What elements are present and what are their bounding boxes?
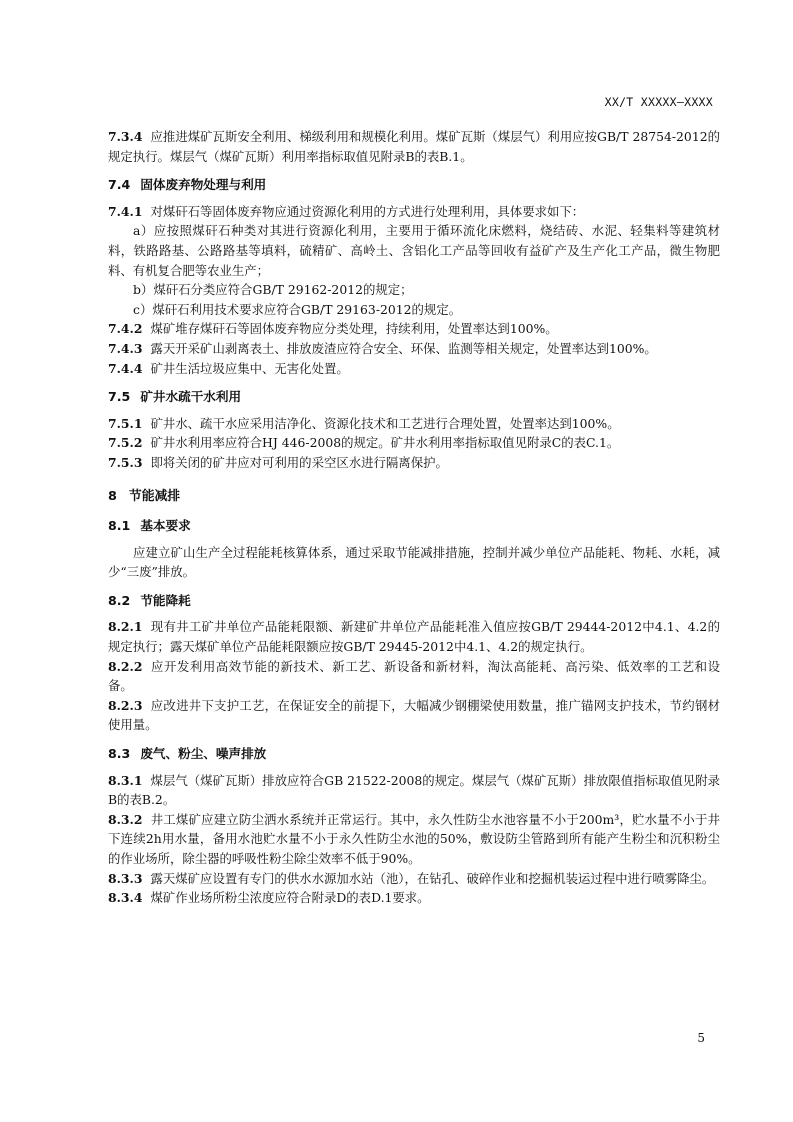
document-body xyxy=(108,127,720,908)
heading-text: 固体废弃物处理与利用 xyxy=(140,177,267,193)
subsection-heading xyxy=(108,744,720,764)
clause-text: a）应按照煤矸石种类对其进行资源化利用，主要用于循环流化床燃料，烧结砖、水泥、轻集料等建筑材料，铁路路基、公路路基等填料，硫精矿、高岭土、含铝化工产品等回收有益矿产及生产化工产品，微生物肥料、有机复合肥等农业生产； xyxy=(108,223,720,278)
clause xyxy=(108,657,720,696)
clause xyxy=(108,319,720,339)
paragraph xyxy=(108,543,720,582)
clause xyxy=(108,359,720,379)
clause-text: 露天煤矿应设置有专门的供水水源加水站（池），在钻孔、破碎作业和挖掘机装运过程中进行喷雾降尘。 xyxy=(150,870,715,886)
section-heading xyxy=(108,487,720,507)
subsection-heading xyxy=(108,387,720,407)
clause-number: 7.5.3 xyxy=(108,454,143,470)
clause xyxy=(108,453,720,473)
clause-number: 7.3.4 xyxy=(108,129,143,144)
heading-number: 8.3 xyxy=(108,746,131,762)
clause-text: 煤矿堆存煤矸石等固体废弃物应分类处理，持续利用，处置率达到100%。 xyxy=(150,321,558,337)
clause-text: b）煤矸石分类应符合GB/T 29162-2012的规定； xyxy=(133,282,413,298)
subsection-heading xyxy=(108,175,720,195)
list-item xyxy=(108,300,720,320)
list-item xyxy=(108,221,720,280)
clause-number: 8.2.3 xyxy=(108,697,143,713)
clause-text: 应推进煤矿瓦斯安全利用、梯级利用和规模化利用。煤矿瓦斯（煤层气）利用应按GB/T 28754-2012的规定执行。煤层气（煤矿瓦斯）利用率指标取值见附录B的表B.1。 xyxy=(108,129,720,164)
clause-number: 7.4.1 xyxy=(108,203,143,219)
list-item xyxy=(108,280,720,300)
clause xyxy=(108,888,720,908)
heading-number: 8.1 xyxy=(108,518,131,534)
clause xyxy=(108,617,720,656)
clause xyxy=(108,869,720,889)
clause-text: 对煤矸石等固体废弃物应通过资源化利用的方式进行处理利用，具体要求如下： xyxy=(150,203,585,219)
heading-number: 7.5 xyxy=(108,389,131,405)
clause xyxy=(108,414,720,434)
clause-text: c）煤矸石利用技术要求应符合GB/T 29163-2012的规定。 xyxy=(133,301,462,317)
clause-number: 7.5.2 xyxy=(108,435,143,451)
clause-text: 煤层气（煤矿瓦斯）排放应符合GB 21522-2008的规定。煤层气（煤矿瓦斯）排放限值指标取值见附录B的表B.2。 xyxy=(108,772,720,808)
clause-text: 应改进井下支护工艺，在保证安全的前提下，大幅减少钢棚梁使用数量，推广锚网支护技术，节约钢材使用量。 xyxy=(108,697,720,733)
clause-number: 8.2.2 xyxy=(108,658,143,674)
heading-number: 7.4 xyxy=(108,177,131,193)
heading-text: 节能降耗 xyxy=(140,592,191,608)
heading-text: 节能减排 xyxy=(128,488,181,504)
clause xyxy=(108,339,720,359)
clause-number: 8.3.2 xyxy=(108,811,143,827)
clause-number: 7.4.3 xyxy=(108,340,143,356)
clause xyxy=(108,202,720,222)
document-code: XX/T XXXXX—XXXX xyxy=(604,95,713,109)
clause-text: 露天开采矿山剥离表土、排放废渣应符合安全、环保、监测等相关规定，处置率达到100%。 xyxy=(150,340,657,356)
clause-text: 矿井生活垃圾应集中、无害化处置。 xyxy=(150,360,349,376)
clause-number: 8.3.4 xyxy=(108,890,143,906)
clause xyxy=(108,696,720,735)
clause-text: 矿井水、疏干水应采用洁净化、资源化技术和工艺进行合理处置，处置率达到100%。 xyxy=(150,415,620,431)
page-number: 5 xyxy=(697,1031,705,1045)
clause-number: 7.5.1 xyxy=(108,415,143,431)
heading-text: 废气、粉尘、噪声排放 xyxy=(140,746,267,762)
clause xyxy=(108,771,720,810)
clause-text: 即将关闭的矿井应对可利用的采空区水进行隔离保护。 xyxy=(150,454,448,470)
clause xyxy=(108,433,720,453)
heading-text: 矿井水疏干水利用 xyxy=(140,389,242,405)
clause xyxy=(108,127,720,166)
clause-number: 7.4.4 xyxy=(108,360,143,376)
clause-number: 7.4.2 xyxy=(108,321,143,337)
clause xyxy=(108,810,720,869)
clause-number: 8.3.1 xyxy=(108,772,143,788)
subsection-heading xyxy=(108,591,720,611)
heading-number: 8.2 xyxy=(108,592,131,608)
clause-text: 应开发利用高效节能的新技术、新工艺、新设备和新材料，淘汰高能耗、高污染、低效率的工艺和设备。 xyxy=(108,658,720,694)
heading-text: 基本要求 xyxy=(140,518,191,534)
clause-text: 现有井工矿井单位产品能耗限额、新建矿井单位产品能耗准入值应按GB/T 29444-2012中4.1、4.2的规定执行；露天煤矿单位产品能耗限额应按GB/T 29445-2012中4.1、4.2的规定执行。 xyxy=(108,619,720,655)
clause-number: 8.2.1 xyxy=(108,619,143,635)
clause-text: 矿井水利用率应符合HJ 446-2008的规定。矿井水利用率指标取值见附录C的表C.1。 xyxy=(150,435,620,451)
clause-text: 井工煤矿应建立防尘洒水系统并正常运行。其中，永久性防尘水池容量不小于200m³，贮水量不小于井下连续2h用水量，备用水池贮水量不小于永久性防尘水池的50%，敷设防尘管路到所有能产生粉尘和沉积粉尘的作业场所，除尘器的呼吸性粉尘除尘效率不低于90%。 xyxy=(108,811,720,866)
subsection-heading xyxy=(108,516,720,536)
clause-text: 煤矿作业场所粉尘浓度应符合附录D的表D.1要求。 xyxy=(150,890,430,906)
heading-number: 8 xyxy=(108,488,117,504)
clause-number: 8.3.3 xyxy=(108,870,143,886)
clause-text: 应建立矿山生产全过程能耗核算体系，通过采取节能减排措施，控制并减少单位产品能耗、物耗、水耗，减少“三废”排放。 xyxy=(108,544,720,580)
